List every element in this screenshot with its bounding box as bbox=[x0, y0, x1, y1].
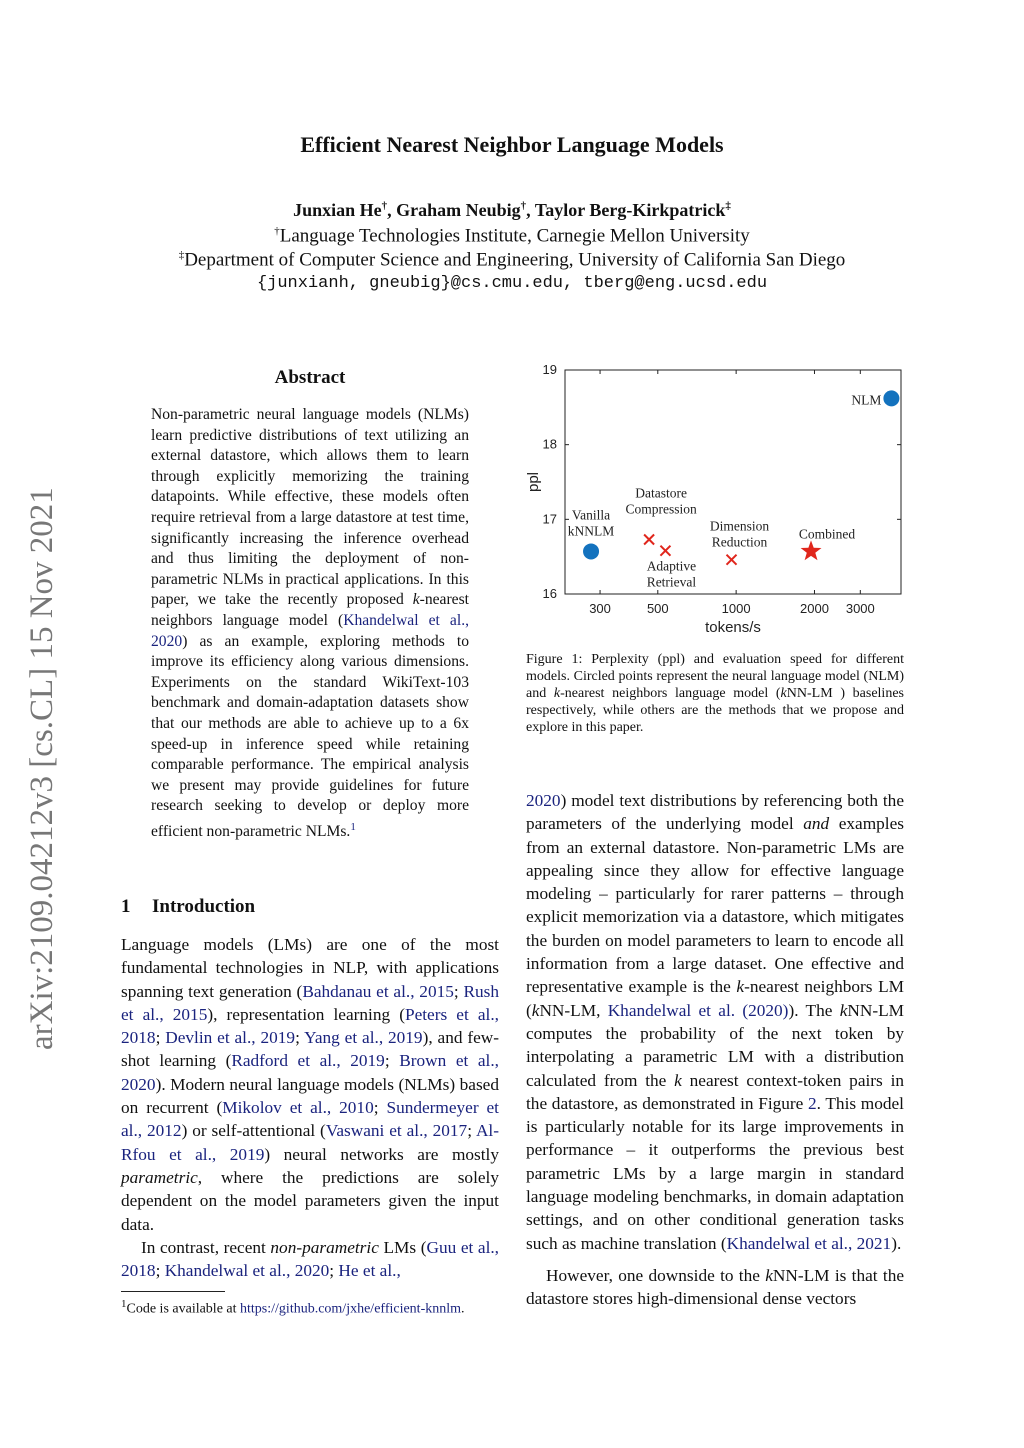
figure-1-chart bbox=[520, 360, 920, 640]
author-name: Graham Neubig bbox=[396, 200, 521, 220]
citation-link[interactable]: Khandelwal et al., 2020 bbox=[164, 1261, 330, 1281]
math-k: k bbox=[553, 686, 561, 701]
data-point-label: Compression bbox=[625, 501, 697, 517]
code-repo-link[interactable]: https://github.com/jxhe/efficient-knnlm bbox=[240, 1301, 462, 1317]
citation-link[interactable]: Khandelwal et al. (2020) bbox=[607, 1000, 789, 1020]
math-k: k bbox=[765, 1265, 773, 1285]
data-point-group bbox=[568, 390, 900, 589]
intro-left-column bbox=[121, 933, 499, 1282]
citation-link[interactable]: Vaswani et al., 2017 bbox=[325, 1121, 468, 1141]
text-run: ; bbox=[155, 1261, 165, 1281]
author-mark: † bbox=[381, 200, 388, 212]
author-mark: † bbox=[520, 200, 527, 212]
data-point-x bbox=[660, 546, 670, 556]
text-run: ; bbox=[384, 1051, 400, 1071]
affiliation-ucsd bbox=[0, 249, 1024, 271]
intro-paragraph-2-continued bbox=[526, 789, 904, 1255]
emphasis: and bbox=[803, 814, 830, 834]
x-tick-label: 500 bbox=[646, 601, 669, 616]
text-run: ). bbox=[891, 1233, 902, 1253]
text-run: , where the predictions are solely dependent on the model parameters given the input data. bbox=[121, 1167, 499, 1234]
text-run: NN-LM ) baselines respectively, while others are the methods that we propose and explore in this paper. bbox=[526, 686, 904, 735]
text-run: Code is available at bbox=[126, 1301, 241, 1317]
data-point-circle bbox=[583, 543, 599, 559]
citation-link[interactable]: Peters et al., 2018 bbox=[121, 1004, 499, 1048]
affiliation-mark: † bbox=[274, 225, 280, 237]
author-name: Taylor Berg-Kirkpatrick bbox=[534, 200, 726, 220]
text-run: ) model text distributions by referencing both the parameters of the underlying model bbox=[526, 791, 904, 834]
data-point-label: Retrieval bbox=[646, 574, 697, 590]
abstract-body bbox=[151, 405, 469, 843]
x-tick-group bbox=[589, 370, 875, 616]
data-point-x bbox=[644, 534, 654, 544]
footnote-marker[interactable]: 1 bbox=[350, 820, 356, 833]
author-list: Junxian He†, Graham Neubig†, Taylor Berg-Kirkpatrick‡ bbox=[293, 200, 731, 220]
affiliation-text: Language Technologies Institute, Carnegie Mellon University bbox=[279, 225, 750, 247]
text-run: ), representation learning ( bbox=[207, 1004, 405, 1024]
y-tick-label: 18 bbox=[542, 436, 557, 452]
data-point-circle bbox=[883, 390, 899, 406]
math-k: k bbox=[736, 977, 745, 997]
citation-link[interactable]: Brown et al., 2020 bbox=[121, 1051, 499, 1094]
text-run: ; bbox=[155, 1028, 166, 1048]
text-run: However, one downside to the bbox=[546, 1265, 766, 1285]
citation-link[interactable]: Radford et al., 2019 bbox=[231, 1051, 385, 1071]
y-tick-group bbox=[543, 362, 901, 601]
text-run: . This model is particularly notable for its large improvements in performance – it outperforms the previous best parametric LMs by a large margin in standard language modeling benchmarks, in domain adaptation settings, and on other conditional generation tasks such as machine translation ( bbox=[526, 1093, 904, 1253]
text-run: ; bbox=[295, 1028, 305, 1048]
text-run: ) or self-attentional ( bbox=[181, 1121, 326, 1141]
text-run: -nearest neighbors language model ( bbox=[560, 686, 781, 701]
footnote-1 bbox=[121, 1295, 499, 1319]
citation-link[interactable]: Mikolov et al., 2010 bbox=[222, 1098, 374, 1118]
section-number: 1 bbox=[121, 896, 131, 917]
text-run: In contrast, recent bbox=[141, 1237, 271, 1257]
data-point-label: Vanilla bbox=[571, 507, 611, 523]
text-run: ) neural networks are mostly bbox=[264, 1144, 499, 1164]
text-run: Language models (LMs) are one of the most fundamental technologies in NLP, with applications spanning text generation ( bbox=[121, 935, 499, 1001]
author-emails: {junxianh, gneubig}@cs.cmu.edu, tberg@eng.ucsd.edu bbox=[256, 274, 768, 293]
intro-paragraph-1 bbox=[121, 933, 499, 1236]
data-point-label: NLM bbox=[851, 392, 882, 408]
figure-1-caption bbox=[526, 651, 904, 736]
data-point-label: Dimension bbox=[709, 518, 770, 534]
figure-ref-link[interactable]: 2 bbox=[808, 1093, 817, 1113]
affiliation-cmu bbox=[0, 225, 1024, 247]
citation-link[interactable]: Khandelwal et al., 2021 bbox=[726, 1233, 892, 1253]
citation-link[interactable]: Rush et al., 2015 bbox=[121, 981, 499, 1024]
footnote-number: 1 bbox=[121, 1298, 127, 1310]
text-run: -nearest neighbors LM ( bbox=[526, 977, 904, 1020]
text-run: ). The bbox=[788, 1000, 840, 1020]
citation-link[interactable]: 2020 bbox=[526, 791, 561, 810]
text-run: NN-LM is that the datastore stores high-dimensional dense vectors bbox=[526, 1265, 905, 1309]
text-run: ; bbox=[467, 1121, 476, 1141]
citation-link[interactable]: Guu et al., 2018 bbox=[121, 1237, 500, 1281]
y-tick-label: 16 bbox=[542, 586, 557, 601]
intro-right-column bbox=[526, 789, 904, 1311]
x-tick-label: 2000 bbox=[800, 601, 829, 616]
text-run: ; bbox=[329, 1261, 339, 1281]
intro-paragraph-3 bbox=[526, 1264, 904, 1311]
citation-link[interactable]: He et al., bbox=[338, 1261, 401, 1281]
arxiv-sidebar-id: arXiv:2109.04212v3 [cs.CL] 15 Nov 2021 bbox=[24, 487, 60, 1050]
math-k: k bbox=[674, 1070, 682, 1090]
footnote-rule bbox=[121, 1291, 225, 1292]
data-point-label: Reduction bbox=[711, 534, 768, 550]
text-run: NN-LM, bbox=[539, 1000, 608, 1020]
math-k: k bbox=[531, 1000, 540, 1020]
citation-link[interactable]: Al-Rfou et al., 2019 bbox=[121, 1121, 499, 1164]
data-point-star bbox=[801, 540, 822, 560]
math-k: k bbox=[412, 591, 420, 609]
text-run: ), and few-shot learning ( bbox=[121, 1028, 500, 1071]
math-k: k bbox=[780, 686, 787, 701]
data-point-label: Datastore bbox=[635, 485, 687, 501]
x-axis-label: tokens/s bbox=[705, 619, 761, 636]
author-name: Junxian He bbox=[293, 200, 382, 220]
y-tick-label: 17 bbox=[542, 511, 557, 527]
abstract-heading: Abstract bbox=[274, 367, 346, 388]
text-run: ). Modern neural language models (NLMs) based on recurrent ( bbox=[121, 1074, 499, 1118]
y-axis-label: ppl bbox=[525, 471, 542, 493]
data-point-label: Combined bbox=[798, 526, 856, 542]
y-tick-label: 19 bbox=[542, 362, 557, 377]
affiliation-mark: ‡ bbox=[178, 249, 185, 261]
text-run: ) as an example, exploring methods to improve its efficiency along various dimensions. Experiments on the standard WikiText-103 benchmark and domain-adaptation datasets show that our methods are able to achieve up to a 6x speed-up in inference speed while retaining comparable performance. The empirical analysis we present may provide guidelines for future research seeking to develop or deploy more efficient non-parametric NLMs. bbox=[151, 632, 469, 841]
emphasis: non-parametric bbox=[270, 1237, 379, 1257]
data-point-label: kNNLM bbox=[567, 523, 615, 539]
affiliation-text: Department of Computer Science and Engineering, University of California San Diego bbox=[184, 249, 846, 271]
math-k: k bbox=[839, 1000, 848, 1020]
citation-link[interactable]: Sundermeyer et al., 2012 bbox=[121, 1098, 499, 1141]
emphasis: parametric bbox=[121, 1167, 198, 1187]
x-tick-label: 1000 bbox=[721, 601, 751, 616]
text-run: nearest context-token pairs in the datastore, as demonstrated in Figure bbox=[526, 1070, 905, 1113]
intro-paragraph-2-start bbox=[121, 1236, 499, 1283]
text-run: -nearest neighbors language model ( bbox=[151, 591, 469, 629]
x-tick-label: 3000 bbox=[845, 601, 875, 616]
section-title: Introduction bbox=[152, 896, 256, 917]
data-point-label: Adaptive bbox=[646, 558, 697, 574]
text-run: Perplexity (ppl) and evaluation speed for different models. Circled points represent the neural language model (NLM) and bbox=[526, 652, 904, 701]
paper-title: Efficient Nearest Neighbor Language Models bbox=[300, 132, 724, 157]
text-run: ; bbox=[373, 1098, 387, 1118]
citation-link[interactable]: Bahdanau et al., 2015 bbox=[302, 981, 454, 1001]
text-run: . bbox=[461, 1301, 465, 1317]
caption-label: Figure 1: bbox=[526, 652, 583, 667]
citation-link[interactable]: Devlin et al., 2019 bbox=[165, 1028, 296, 1048]
x-tick-label: 300 bbox=[589, 601, 611, 616]
citation-link[interactable]: Khandelwal et al., 2020 bbox=[151, 611, 469, 650]
text-run: examples from an external datastore. Non-parametric LMs are appealing since they allow for effective language modeling – particularly for rarer patterns – through explicit memorization via a datastore, which mitigates the burden on model parameters to learn to encode all information from a large dataset. One effective and representative example is the bbox=[526, 814, 904, 997]
author-mark: ‡ bbox=[725, 200, 731, 212]
section-heading-introduction bbox=[121, 896, 255, 918]
text-run: NN-LM computes the probability of the next token by interpolating a parametric LM with a distribution calculated from the bbox=[526, 1000, 904, 1090]
text-run: Non-parametric neural language models (NLMs) learn predictive distributions of text utilizing an external datastore, which allows them to learn through explicitly memorizing the training datapoints. While effective, these models often require retrieval from a large datastore at test time, significantly increasing the inference overhead and thus limiting the deployment of non-parametric NLMs in practical applications. In this paper, we take the recently proposed bbox=[151, 406, 469, 609]
text-run: ; bbox=[453, 981, 464, 1001]
data-point-x bbox=[727, 555, 737, 565]
citation-link[interactable]: Yang et al., 2019 bbox=[304, 1028, 423, 1048]
text-run: LMs ( bbox=[378, 1237, 427, 1257]
